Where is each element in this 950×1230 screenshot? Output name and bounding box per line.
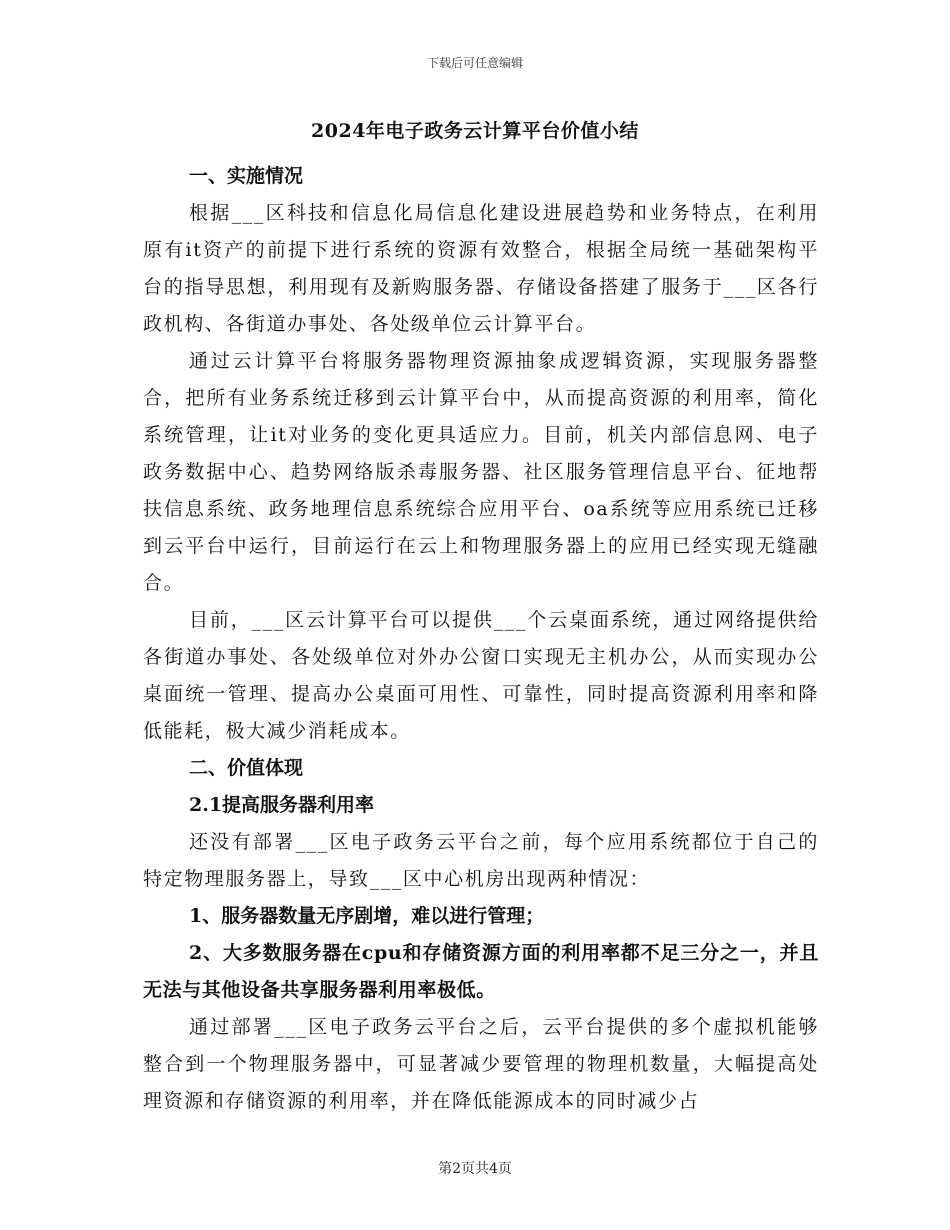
paragraph: 根据___区科技和信息化局信息化建设进展趋势和业务特点，在利用原有it资产的前提下进行系统的资源有效整合，根据全局统一基础架构平台的指导思想，利用现有及新购服务器、存储设备搭建了服务于___区各行政机构、各街道办事处、各处级单位云计算平台。 [143,202,819,335]
bold-list-item: 2、大多数服务器在cpu和存储资源方面的利用率都不足三分之一，并且无法与其他设备共享服务器利用率极低。 [143,942,819,1001]
paragraph: 通过部署___区电子政务云平台之后，云平台提供的多个虚拟机能够整合到一个物理服务器中，可显著减少要管理的物理机数量，大幅提高处理资源和存储资源的利用率，并在降低能源成本的同时减少占 [143,1016,819,1112]
document-title: 2024年电子政务云计算平台价值小结 [311,120,639,142]
header-note: 下载后可任意编辑 [426,56,523,70]
bold-list-item: 1、服务器数量无序剧增，难以进行管理； [189,905,545,927]
paragraph: 目前，___区云计算平台可以提供___个云桌面系统，通过网络提供给各街道办事处、各处级单位对外办公窗口实现无主机办公，从而实现办公桌面统一管理、提高办公桌面可用性、可靠性，同时提高资源利用率和降低能耗，极大减少消耗成本。 [143,609,819,742]
subsection-heading: 2.1提高服务器利用率 [189,794,375,816]
section-heading-value: 二、价值体现 [189,757,304,779]
document-body [143,158,819,1120]
paragraph: 通过云计算平台将服务器物理资源抽象成逻辑资源，实现服务器整合，把所有业务系统迁移到云计算平台中，从而提高资源的利用率，简化系统管理，让it对业务的变化更具适应力。目前，机关内部信息网、电子政务数据中心、趋势网络版杀毒服务器、社区服务管理信息平台、征地帮扶信息系统、政务地理信息系统综合应用平台、oa系统等应用系统已迁移到云平台中运行，目前运行在云上和物理服务器上的应用已经实现无缝融合。 [143,350,819,594]
paragraph: 还没有部署___区电子政务云平台之前，每个应用系统都位于自己的特定物理服务器上，导致___区中心机房出现两种情况： [143,831,819,890]
section-heading-implementation: 一、实施情况 [189,165,304,187]
page-number: 第2页共4页 [438,1161,512,1177]
